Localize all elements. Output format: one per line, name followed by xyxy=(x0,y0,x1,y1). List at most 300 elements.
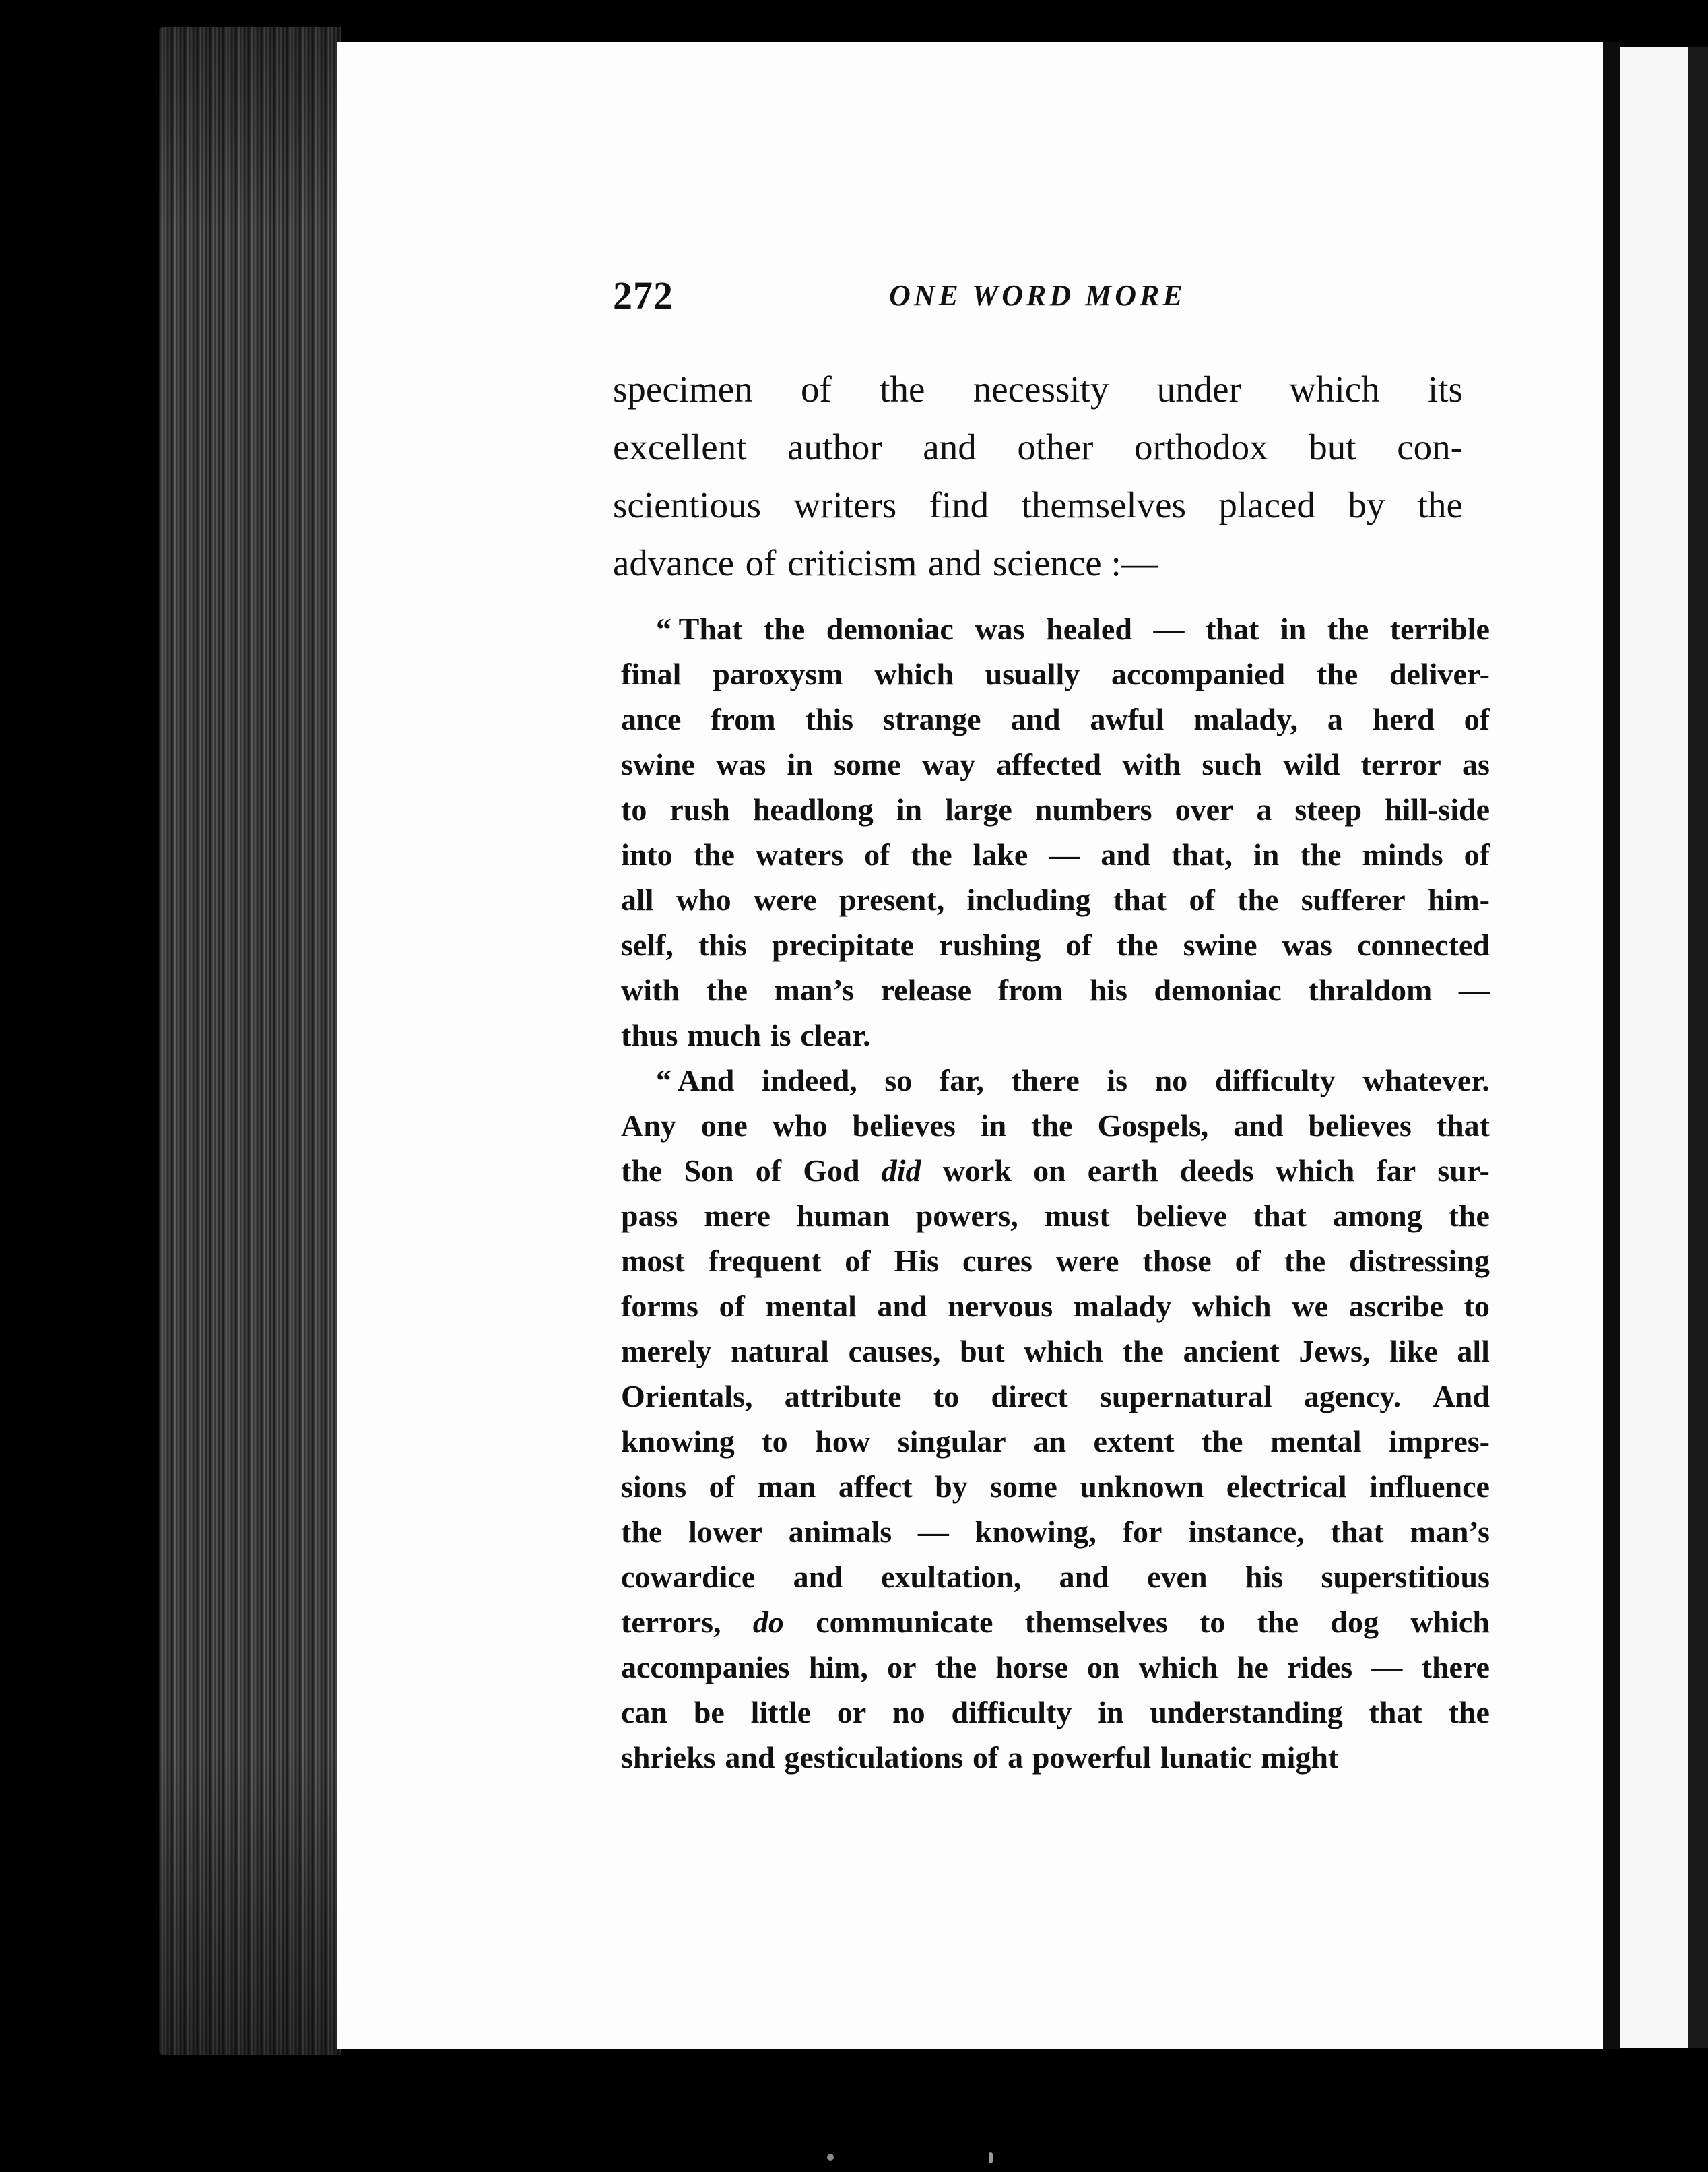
word: that xyxy=(1113,883,1167,917)
word: pass xyxy=(621,1199,678,1233)
word: must xyxy=(1044,1199,1110,1233)
word: that xyxy=(1206,612,1259,646)
word: man xyxy=(757,1469,816,1504)
book-page-edges xyxy=(159,27,341,2055)
word: to xyxy=(762,1424,788,1459)
word: — xyxy=(917,1514,949,1549)
word: including xyxy=(966,883,1091,917)
word: communicate xyxy=(816,1605,993,1639)
word: terrors, xyxy=(621,1605,721,1639)
word: the xyxy=(621,1153,663,1188)
word: like xyxy=(1389,1334,1438,1368)
word: of xyxy=(1189,883,1215,917)
word: extent xyxy=(1093,1424,1175,1459)
word: indeed, xyxy=(761,1063,857,1097)
word: science :— xyxy=(992,542,1158,583)
word: some xyxy=(834,747,901,781)
word: on xyxy=(1033,1153,1066,1188)
word: electrical xyxy=(1226,1469,1347,1504)
word: there xyxy=(1011,1063,1080,1097)
word: themselves xyxy=(1024,1605,1168,1639)
word: forms xyxy=(621,1289,698,1323)
word: the xyxy=(1300,837,1342,872)
word: there xyxy=(1421,1650,1490,1684)
word: precipitate xyxy=(771,928,915,962)
word: whatever. xyxy=(1362,1063,1490,1097)
word: the xyxy=(706,973,748,1007)
word: the xyxy=(1237,883,1279,917)
word: headlong xyxy=(752,792,874,827)
text-line xyxy=(613,534,1463,592)
word: those xyxy=(1142,1244,1212,1278)
word: his xyxy=(1245,1560,1284,1594)
word: the xyxy=(1117,928,1158,962)
word: Any xyxy=(621,1108,676,1143)
text-line xyxy=(621,1283,1490,1329)
word: man’s xyxy=(1410,1514,1490,1549)
word: did xyxy=(881,1153,921,1188)
word: the xyxy=(1417,484,1463,525)
word: knowing xyxy=(621,1424,735,1459)
word: in xyxy=(1253,837,1280,872)
word: “ And xyxy=(656,1063,735,1097)
text-line xyxy=(621,1193,1490,1238)
intro-paragraph xyxy=(613,360,1463,592)
word: and xyxy=(1010,702,1061,736)
word: which xyxy=(1275,1153,1355,1188)
word: wild xyxy=(1283,747,1340,781)
word: of xyxy=(755,1153,782,1188)
word: of xyxy=(1464,837,1490,872)
text-line xyxy=(621,787,1490,832)
word: and xyxy=(1233,1108,1284,1143)
word: he xyxy=(1237,1650,1268,1684)
word: And xyxy=(1433,1379,1490,1413)
page-gutter xyxy=(1603,42,1620,2049)
word: and xyxy=(1101,837,1151,872)
word: to xyxy=(1464,1289,1490,1323)
word: ancient xyxy=(1183,1334,1280,1368)
word: on xyxy=(1087,1650,1120,1684)
word: by xyxy=(935,1469,968,1504)
word: is xyxy=(1107,1063,1128,1097)
word: orthodox xyxy=(1134,426,1268,468)
word: and xyxy=(1059,1560,1109,1594)
word: in xyxy=(980,1108,1007,1143)
word: that, xyxy=(1171,837,1233,872)
word: such xyxy=(1202,747,1262,781)
word: far xyxy=(1376,1153,1416,1188)
word: lunatic xyxy=(1160,1740,1252,1775)
word: its xyxy=(1427,369,1463,410)
word: for xyxy=(1122,1514,1162,1549)
word: self, xyxy=(621,928,674,962)
word: exultation, xyxy=(881,1560,1022,1594)
word: believe xyxy=(1136,1199,1227,1233)
word: of xyxy=(745,542,777,583)
word: difficulty xyxy=(1214,1063,1336,1097)
word: of xyxy=(1065,928,1092,962)
word: malady, xyxy=(1193,702,1298,736)
text-line xyxy=(621,1735,1490,1780)
word: which xyxy=(1138,1650,1218,1684)
word: in xyxy=(1098,1695,1124,1729)
word: a xyxy=(1008,1740,1024,1775)
word: into xyxy=(621,837,673,872)
word: difficulty xyxy=(951,1695,1072,1729)
word: causes, xyxy=(848,1334,941,1368)
word: distressing xyxy=(1349,1244,1490,1278)
word: the xyxy=(1122,1334,1164,1368)
word: of xyxy=(719,1289,745,1323)
word: lake xyxy=(973,837,1028,872)
text-line xyxy=(621,1690,1490,1735)
scan-speck xyxy=(827,2154,834,2161)
word: over xyxy=(1175,792,1234,827)
word: the xyxy=(1257,1605,1299,1639)
word: which xyxy=(1289,369,1380,410)
word: the xyxy=(935,1650,977,1684)
word: and xyxy=(927,542,982,583)
word: usually xyxy=(985,657,1080,691)
word: which xyxy=(1192,1289,1272,1323)
word: deeds xyxy=(1179,1153,1254,1188)
word: little xyxy=(750,1695,812,1729)
word: no xyxy=(1154,1063,1188,1097)
word: clear. xyxy=(800,1018,871,1052)
word: other xyxy=(1017,426,1094,468)
word: of xyxy=(972,1740,999,1775)
quote-paragraph-2 xyxy=(621,1058,1490,1780)
word: rush xyxy=(669,792,730,827)
word: him, xyxy=(808,1650,868,1684)
word: impres- xyxy=(1389,1424,1490,1459)
word: final xyxy=(621,657,682,691)
word: from xyxy=(997,973,1063,1007)
word: Orientals, xyxy=(621,1379,753,1413)
word: might xyxy=(1261,1740,1339,1775)
word: themselves xyxy=(1021,484,1186,525)
word: that xyxy=(1253,1199,1307,1233)
word: merely xyxy=(621,1334,712,1368)
text-line xyxy=(621,1148,1490,1193)
text-line xyxy=(621,1058,1490,1103)
word: herd xyxy=(1372,702,1435,736)
word: terrible xyxy=(1389,612,1490,646)
word: were xyxy=(753,883,817,917)
word: cowardice xyxy=(621,1560,756,1594)
word: powerful xyxy=(1032,1740,1152,1775)
word: of xyxy=(801,369,832,410)
word: is xyxy=(770,1018,791,1052)
word: among xyxy=(1332,1199,1422,1233)
word: one xyxy=(700,1108,748,1143)
word: and xyxy=(923,426,977,468)
word: unknown xyxy=(1080,1469,1204,1504)
word: nervous xyxy=(948,1289,1053,1323)
running-head xyxy=(613,273,1199,327)
text-line xyxy=(621,832,1490,877)
word: ance xyxy=(621,702,682,736)
word: that xyxy=(1369,1695,1422,1729)
word: do xyxy=(752,1605,784,1639)
word: in xyxy=(787,747,813,781)
word: awful xyxy=(1090,702,1164,736)
word: agency. xyxy=(1303,1379,1402,1413)
block-quotation xyxy=(621,606,1490,1780)
word: the xyxy=(1316,657,1358,691)
text-line xyxy=(621,1599,1490,1644)
word: shrieks xyxy=(621,1740,716,1775)
word: no xyxy=(892,1695,925,1729)
word: God xyxy=(803,1153,860,1188)
word: from xyxy=(711,702,776,736)
word: be xyxy=(693,1695,725,1729)
text-line xyxy=(621,1374,1490,1419)
word: was xyxy=(1282,928,1332,962)
word: strange xyxy=(882,702,981,736)
word: which xyxy=(1410,1605,1490,1639)
text-line xyxy=(621,877,1490,922)
word: sufferer xyxy=(1301,883,1406,917)
word: to xyxy=(1200,1605,1226,1639)
text-line xyxy=(621,742,1490,787)
word: criticism xyxy=(787,542,917,583)
word: of xyxy=(1464,702,1490,736)
word: that xyxy=(1436,1108,1490,1143)
word: instance, xyxy=(1188,1514,1305,1549)
word: the xyxy=(1448,1695,1490,1729)
word: supernatural xyxy=(1099,1379,1272,1413)
word: to xyxy=(933,1379,960,1413)
word: paroxysm xyxy=(713,657,843,691)
word: most xyxy=(621,1244,685,1278)
word: a xyxy=(1327,702,1343,736)
word: accompanied xyxy=(1111,657,1286,691)
word: even xyxy=(1147,1560,1208,1594)
word: sions xyxy=(621,1469,687,1504)
word: and xyxy=(877,1289,927,1323)
word: but xyxy=(960,1334,1005,1368)
word: but xyxy=(1309,426,1356,468)
text-line xyxy=(621,1644,1490,1690)
word: so xyxy=(884,1063,913,1097)
word: natural xyxy=(731,1334,829,1368)
word: that xyxy=(1330,1514,1384,1549)
word: rides xyxy=(1287,1650,1353,1684)
word: an xyxy=(1033,1424,1066,1459)
word: mere xyxy=(704,1199,770,1233)
word: of xyxy=(1235,1244,1261,1278)
word: which xyxy=(1024,1334,1103,1368)
word: animals xyxy=(788,1514,892,1549)
word: demoniac xyxy=(1154,973,1282,1007)
text-line xyxy=(621,1509,1490,1554)
word: was xyxy=(716,747,766,781)
text-line xyxy=(621,1238,1490,1283)
word: believes xyxy=(852,1108,956,1143)
text-line xyxy=(621,651,1490,697)
word: believes xyxy=(1308,1108,1412,1143)
word: scientious xyxy=(613,484,761,525)
word: malady xyxy=(1073,1289,1172,1323)
word: way xyxy=(921,747,976,781)
word: swine xyxy=(1183,928,1257,962)
word: waters xyxy=(755,837,844,872)
word: rushing xyxy=(939,928,1041,962)
word: how xyxy=(815,1424,871,1459)
running-title: ONE WORD MORE xyxy=(889,279,1186,312)
word: were xyxy=(1055,1244,1119,1278)
word: a xyxy=(1256,792,1272,827)
text-line xyxy=(621,697,1490,742)
word: was xyxy=(975,612,1025,646)
word: with xyxy=(621,973,680,1007)
word: minds xyxy=(1362,837,1443,872)
word: ascribe xyxy=(1348,1289,1443,1323)
word: find xyxy=(929,484,989,525)
word: knowing, xyxy=(975,1514,1096,1549)
word: present, xyxy=(839,883,945,917)
word: attribute xyxy=(784,1379,902,1413)
word: — xyxy=(1153,612,1185,646)
word: accompanies xyxy=(621,1650,790,1684)
word: singular xyxy=(897,1424,1006,1459)
word: excellent xyxy=(613,426,747,468)
word: by xyxy=(1348,484,1385,525)
text-line xyxy=(621,1464,1490,1509)
word: human xyxy=(796,1199,890,1233)
word: powers, xyxy=(915,1199,1018,1233)
word: — xyxy=(1458,973,1490,1007)
word: deliver- xyxy=(1389,657,1490,691)
word: the xyxy=(693,837,735,872)
word: under xyxy=(1156,369,1241,410)
word: who xyxy=(772,1108,828,1143)
word: we xyxy=(1292,1289,1328,1323)
word: the xyxy=(1202,1424,1243,1459)
word: can xyxy=(621,1695,667,1729)
word: the xyxy=(1284,1244,1326,1278)
text-line xyxy=(621,1329,1490,1374)
word: this xyxy=(698,928,747,962)
word: “ That xyxy=(656,612,743,646)
word: and xyxy=(793,1560,843,1594)
word: in xyxy=(896,792,923,827)
word: affected xyxy=(996,747,1102,781)
word: who xyxy=(676,883,731,917)
word: Gospels, xyxy=(1097,1108,1209,1143)
word: with xyxy=(1122,747,1181,781)
word: much xyxy=(687,1018,762,1052)
word: understanding xyxy=(1150,1695,1343,1729)
word: the xyxy=(763,612,806,646)
word: release xyxy=(880,973,972,1007)
word: or xyxy=(836,1695,867,1729)
facing-page xyxy=(1620,47,1688,2048)
word: author xyxy=(787,426,882,468)
word: thraldom xyxy=(1308,973,1433,1007)
scan-speck xyxy=(989,2152,993,2163)
word: affect xyxy=(838,1469,913,1504)
word: of xyxy=(845,1244,871,1278)
word: man’s xyxy=(774,973,854,1007)
word: the xyxy=(621,1514,663,1549)
word: gesticulations xyxy=(784,1740,964,1775)
word: mental xyxy=(1270,1424,1362,1459)
word: superstitious xyxy=(1321,1560,1490,1594)
text-line xyxy=(621,967,1490,1013)
word: in xyxy=(1280,612,1307,646)
word: work xyxy=(942,1153,1012,1188)
facing-page-edge xyxy=(1688,47,1708,2048)
word: of xyxy=(709,1469,735,1504)
word: of xyxy=(864,837,890,872)
word: which xyxy=(874,657,954,691)
word: advance xyxy=(613,542,735,583)
word: His xyxy=(894,1244,940,1278)
word: the xyxy=(1031,1108,1073,1143)
text-line xyxy=(621,1013,1490,1058)
word: all xyxy=(1457,1334,1490,1368)
quote-paragraph-1 xyxy=(621,606,1490,1058)
word: mental xyxy=(765,1289,857,1323)
word: lower xyxy=(688,1514,762,1549)
word: steep xyxy=(1294,792,1362,827)
word: influence xyxy=(1369,1469,1490,1504)
text-line xyxy=(613,476,1463,534)
word: the xyxy=(880,369,925,410)
word: his xyxy=(1089,973,1127,1007)
word: Jews, xyxy=(1299,1334,1371,1368)
word: specimen xyxy=(613,369,753,410)
word: dog xyxy=(1330,1605,1379,1639)
word: cures xyxy=(962,1244,1032,1278)
text-line xyxy=(621,606,1490,651)
word: necessity xyxy=(973,369,1109,410)
word: numbers xyxy=(1034,792,1152,827)
word: writers xyxy=(793,484,897,525)
text-line xyxy=(613,360,1463,418)
word: this xyxy=(805,702,854,736)
word: far, xyxy=(939,1063,984,1097)
text-line xyxy=(621,1103,1490,1148)
text-line xyxy=(621,922,1490,967)
word: earth xyxy=(1087,1153,1158,1188)
word: large xyxy=(945,792,1012,827)
word: frequent xyxy=(708,1244,822,1278)
word: and xyxy=(725,1740,775,1775)
word: connected xyxy=(1357,928,1490,962)
word: or xyxy=(887,1650,917,1684)
word: placed xyxy=(1218,484,1315,525)
word: con- xyxy=(1397,426,1463,468)
text-line xyxy=(621,1419,1490,1464)
word: direct xyxy=(991,1379,1068,1413)
word: all xyxy=(621,883,654,917)
word: him- xyxy=(1427,883,1490,917)
word: — xyxy=(1371,1650,1403,1684)
word: demoniac xyxy=(826,612,954,646)
word: the xyxy=(911,837,952,872)
page-number: 272 xyxy=(613,274,674,317)
word: sur- xyxy=(1437,1153,1490,1188)
word: horse xyxy=(995,1650,1068,1684)
word: the xyxy=(1327,612,1369,646)
word: hill-side xyxy=(1385,792,1490,827)
word: as xyxy=(1462,747,1490,781)
word: to xyxy=(621,792,647,827)
